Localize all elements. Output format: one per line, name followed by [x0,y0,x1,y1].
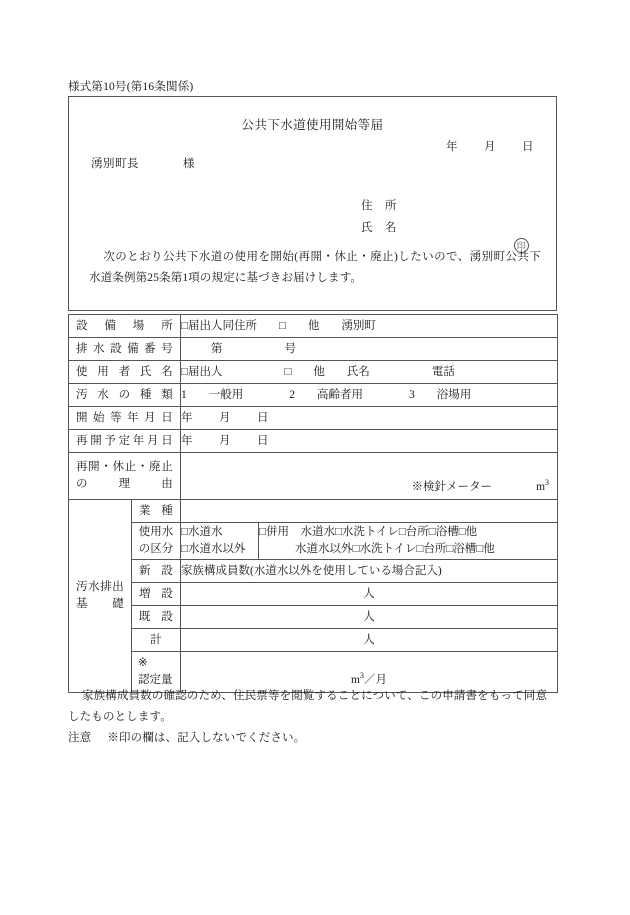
industry-value-cell[interactable] [181,500,558,523]
sewage-type-label: 汚水の種類 [76,388,174,401]
applicant-block [361,195,527,251]
date-month-label: 月 [484,141,496,153]
existing-unit: 人 [363,610,375,623]
sewage-basis-label-line-2: 基礎 [76,598,124,610]
sewage-type-option-1-num: 1 [181,388,187,401]
start-date-label: 開始等年月日 [76,411,174,424]
table-row-existing [69,606,558,629]
table-row-water-division [69,523,558,560]
water-combined-line-2[interactable]: 水道水以外□水洗トイレ□台所□浴槽□他 [295,543,495,555]
table-row-reason [69,453,558,500]
table-row-total [69,629,558,652]
table-row-user-name [69,361,558,384]
note-label: 注意 [68,732,92,744]
table-row-new-install [69,560,558,583]
restart-date-label: 再開予定年月日 [76,434,174,447]
expansion-label-cell [132,583,181,606]
user-name-field-label: 氏名 [346,365,370,378]
certified-unit-exponent: 3 [359,671,364,681]
expansion-label: 増設 [139,587,174,600]
sewage-type-value-cell[interactable] [181,384,558,407]
consent-line-2: 意したものとします。 [68,690,548,723]
form-number: 様式第10号(第16条関係) [68,81,194,93]
drainage-number-prefix: 第 [211,342,223,355]
start-date-value-cell[interactable] [181,407,558,430]
sewage-type-option-3-text[interactable]: 浴場用 [436,388,472,401]
total-value-cell[interactable] [181,629,558,652]
water-combined-line-1[interactable]: □併用 水道水□水洗トイレ□台所□浴槽□他 [259,526,478,538]
applicant-name-row [361,217,527,251]
meter-reading-group [412,474,549,496]
seal-icon: 印 [514,238,529,253]
water-division-label-line-2: の区分 [138,543,174,555]
table-row-industry [69,500,558,523]
applicant-address-row [361,195,397,217]
water-division-label-line-1: 使用水 [138,526,174,538]
water-division-label-cell [132,523,181,560]
consent-line-1: 家族構成員数の確認のため、住民票等を閲覧することについて、この申請書をもって同 [82,690,536,702]
start-date-day: 日 [257,411,270,424]
expansion-value-cell[interactable] [181,583,558,606]
existing-label: 既設 [139,610,174,623]
sewage-type-option-3-num: 3 [409,388,415,401]
table-row-sewage-type [69,384,558,407]
start-date-label-cell [69,407,181,430]
body-line-2: 道条例第25条第1項の規定に基づきお届けします。 [100,272,363,284]
sewage-type-option-2-text[interactable]: 高齢者用 [317,388,364,401]
existing-value-cell[interactable] [181,606,558,629]
existing-label-cell [132,606,181,629]
date-day-label: 日 [522,141,534,153]
certified-label-marker: ※ [138,657,148,669]
reason-value-cell[interactable] [181,453,558,500]
submission-date-line [446,138,534,154]
facility-town: 湧別町 [341,319,376,332]
start-date-year: 年 [181,411,194,424]
water-option-tap[interactable]: □水道水 [181,526,223,538]
sewage-basis-label-cell [69,500,132,693]
applicant-name-label: 氏 名 [361,222,397,234]
date-year-label: 年 [446,141,458,153]
user-other-checkbox[interactable]: □ [284,365,292,378]
total-unit: 人 [363,633,375,646]
table-row-drainage-number [69,338,558,361]
main-form-table [68,314,558,693]
user-name-label: 使用者氏名 [76,365,174,378]
water-option-non-tap[interactable]: □水道水以外 [181,543,246,555]
start-date-month: 月 [219,411,232,424]
header-box [68,96,557,311]
table-row-facility-location [69,315,558,338]
water-division-right-cell[interactable] [259,523,558,560]
industry-label-cell [132,500,181,523]
industry-label: 業種 [139,504,174,517]
drainage-number-label: 排水設備番号 [76,342,174,355]
reason-label-line-2: の理由 [76,478,174,490]
option-applicant[interactable]: □届出人 [181,365,223,378]
addressee-line [91,155,195,171]
certified-unit: m [351,674,360,686]
total-label: 計 [150,633,162,646]
option-same-address[interactable]: □届出人同住所 [181,319,257,332]
drainage-number-value-cell[interactable] [181,338,558,361]
certified-label-text: 認定量 [138,674,173,686]
water-division-left-cell[interactable] [181,523,259,560]
addressee-name: 湧別町長 [91,158,139,170]
new-install-label-cell [132,560,181,583]
user-other-label: 他 [313,365,325,378]
sewage-type-option-2-num: 2 [289,388,296,401]
table-row-start-date [69,407,558,430]
user-name-value-cell[interactable] [181,361,558,384]
table-row-expansion [69,583,558,606]
drainage-number-label-cell [69,338,181,361]
reason-label-cell [69,453,181,500]
user-name-label-cell [69,361,181,384]
footer-notes [68,686,557,749]
expansion-unit: 人 [363,587,375,600]
sewage-type-option-1-text[interactable]: 一般用 [208,388,244,401]
facility-location-label-cell [69,315,181,338]
body-paragraph [89,247,541,289]
table-row-restart-date [69,430,558,453]
meter-unit-exponent: 3 [545,478,550,488]
restart-date-month: 月 [219,434,232,447]
certified-unit-suffix: ／月 [363,674,387,686]
new-install-label: 新設 [139,564,174,577]
consent-paragraph [68,686,557,728]
option-other-label: 他 [307,319,320,332]
sewage-basis-label-line-1: 汚水排出 [76,581,124,593]
body-line-1: 次のとおり公共下水道の使用を開始(再開・休止・廃止)したいので、湧別町公共下水 [89,251,541,284]
restart-date-label-cell [69,430,181,453]
restart-date-day: 日 [257,434,270,447]
user-phone-label: 電話 [431,365,455,378]
facility-location-label: 設備場所 [76,319,174,332]
family-members-note: 家族構成員数(水道水以外を使用している場合記入) [181,564,442,577]
restart-date-year: 年 [181,434,194,447]
document-title: 公共下水道使用開始等届 [241,118,384,132]
sewage-type-label-cell [69,384,181,407]
total-label-cell [132,629,181,652]
meter-unit: m [536,481,546,493]
drainage-number-suffix: 号 [284,342,297,355]
option-other-checkbox[interactable]: □ [278,319,286,332]
new-install-value-cell [181,560,558,583]
note-paragraph [68,728,557,749]
reason-label-line-1: 再開・休止・廃止 [76,461,174,473]
note-text: ※印の欄は、記入しないでください。 [107,732,306,744]
facility-location-value-cell[interactable] [181,315,558,338]
meter-reading-label: ※検針メーター [411,481,493,493]
addressee-honorific: 様 [183,158,195,170]
restart-date-value-cell[interactable] [181,430,558,453]
applicant-address-label: 住 所 [361,200,397,212]
